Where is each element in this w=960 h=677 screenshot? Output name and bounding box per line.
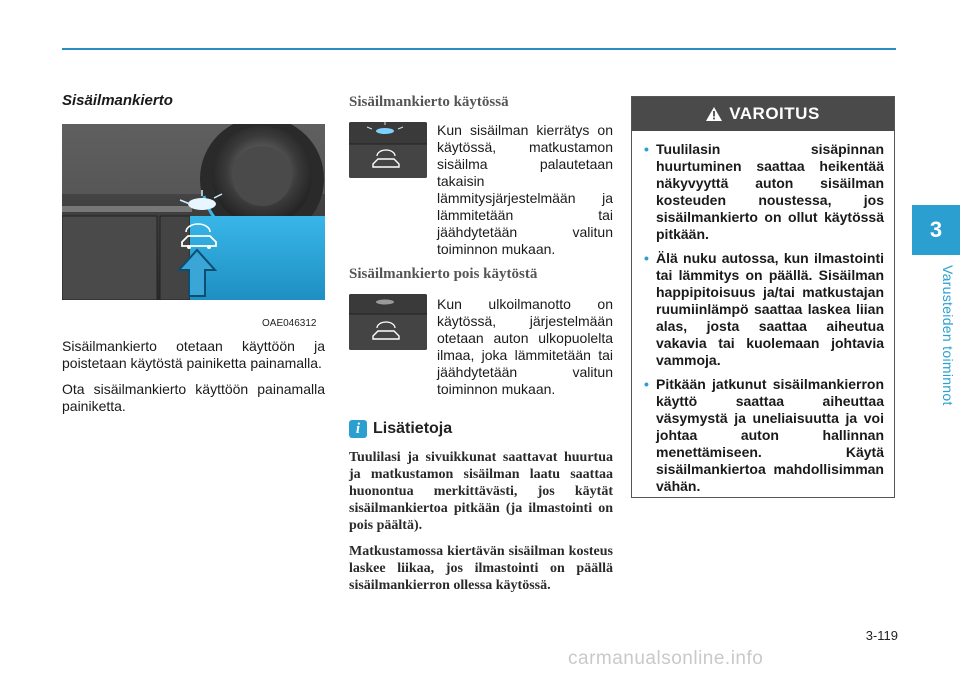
section-heading-off: Sisäilmankierto pois käytöstä [349,266,538,282]
watermark: carmanualsonline.info [568,648,764,669]
warning-box [631,96,895,498]
warning-item-text: Tuulilasin sisäpinnan huurtuminen saattaa heikentää näkyvyyttä auton sisäilman kosteuden noustessa, jos sisäilmankierto on ollut käytössä pitkään. [656,141,884,242]
info-icon: i [349,420,367,438]
bullet-icon: • [644,376,649,392]
recirculation-on-icon [349,122,427,178]
info-header [349,420,452,438]
left-column-heading-block [62,92,325,109]
info-paragraph: Matkustamossa kiertävän sisäilman kosteus laskee liikaa, jos ilmastointi on päällä sisäilmankierron ollessa käytössä. [349,544,613,593]
off-heading-block [349,266,613,283]
warning-title: VAROITUS [729,104,820,123]
climate-control-photo [62,124,325,300]
warning-triangle-icon [706,107,722,121]
image-code: OAE046312 [262,318,317,329]
warning-item [646,376,884,495]
page-number: 3-119 [865,628,898,643]
on-description: Kun sisäilman kierrätys on käytössä, matkustamon sisäilma palautetaan takaisin lämmitysjärjestelmään ja lämmitetään tai jäähdytetään valitun toiminnon mukaan. [437,122,613,257]
recirculation-button-illustration [62,124,325,300]
warning-item [646,250,884,369]
info-body [349,449,613,603]
info-paragraph: Tuulilasi ja sivuikkunat saattavat huurtua ja matkustamon sisäilman laatu saattaa huonontua merkittävästi, jos käytät sisäilmankiertoa pitkään (ja ilmastointi on pois päältä). [349,450,613,533]
section-heading: Sisäilmankierto [62,92,173,109]
chapter-title: Varusteiden toiminnot [940,265,956,406]
recirculation-on-button-image [349,122,427,178]
header-rule [62,48,896,50]
section-heading-on: Sisäilmankierto käytössä [349,94,509,110]
recirculation-off-button-image [349,294,427,350]
warning-item [646,141,884,243]
paragraph: Ota sisäilmankierto käyttöön painamalla painiketta. [62,381,325,414]
warning-item-text: Pitkään jatkunut sisäilmankierron käyttö saattaa aiheuttaa väsymystä ja uneliaisuutta ja voi johtaa auton hallinnan menettämiseen. Käytä sisäilmankiertoa mahdollisimman vähän. [656,376,884,494]
paragraph: Sisäilmankierto otetaan käyttöön ja poistetaan käytöstä painiketta painamalla. [62,338,325,371]
bullet-icon: • [644,250,649,266]
warning-item-text: Älä nuku autossa, kun ilmastointi tai lämmitys on päällä. Sisäilman happipitoisuus ja/tai matkustajan ruumiinlämpö saattaa laskea liian alas, josta saattaa aiheutua vakavia tai kuolemaan johtavia vammoja. [656,250,884,368]
off-description: Kun ulkoilmanotto on käytössä, järjestelmään otetaan auton ulkopuolelta ilmaa, joka lämmitetään tai jäähdytetään valitun toiminnon mukaan. [437,296,613,397]
chapter-tab: 3 [912,205,960,255]
left-column-body [62,338,325,424]
warning-list [632,131,894,495]
info-title: Lisätietoja [373,420,453,437]
on-heading-block [349,94,613,111]
bullet-icon: • [644,141,649,157]
warning-header [632,97,894,131]
recirculation-off-icon [349,294,427,350]
